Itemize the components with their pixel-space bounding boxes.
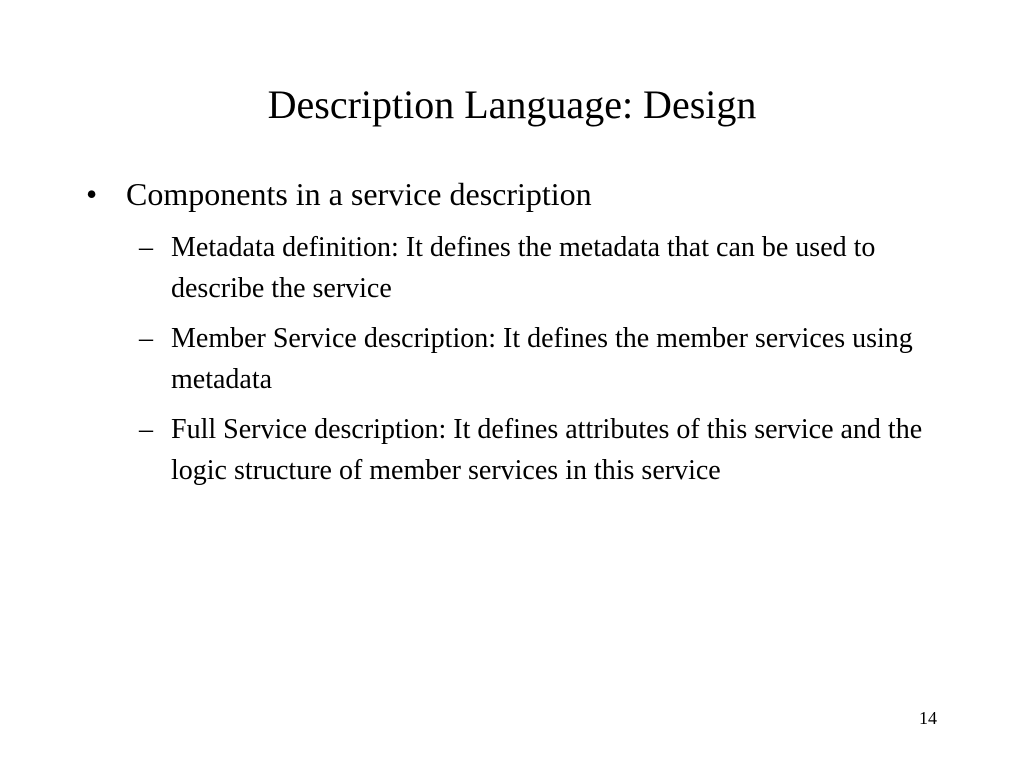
slide-body <box>86 171 946 500</box>
bullet-marker: • <box>86 176 98 212</box>
sub-bullet-text: Metadata definition: It defines the metadata that can be used to describe the service <box>171 232 876 304</box>
sub-bullet-text: Member Service description: It defines the member services using metadata <box>171 323 913 395</box>
sub-bullet-text: Full Service description: It defines attributes of this service and the logic structure of member services in this service <box>171 414 923 486</box>
sub-bullet-marker: – <box>139 232 153 263</box>
sub-bullet-member-service-description <box>139 318 946 400</box>
sub-bullet-list <box>86 227 946 491</box>
sub-bullet-metadata-definition <box>139 227 946 309</box>
sub-bullet-full-service-description <box>139 409 946 491</box>
page-number: 14 <box>919 708 937 728</box>
bullet-components <box>86 171 946 217</box>
slide-title: Description Language: Design <box>267 82 757 127</box>
sub-bullet-marker: – <box>139 414 153 445</box>
bullet-text: Components in a service description <box>126 176 592 212</box>
sub-bullet-marker: – <box>139 323 153 354</box>
